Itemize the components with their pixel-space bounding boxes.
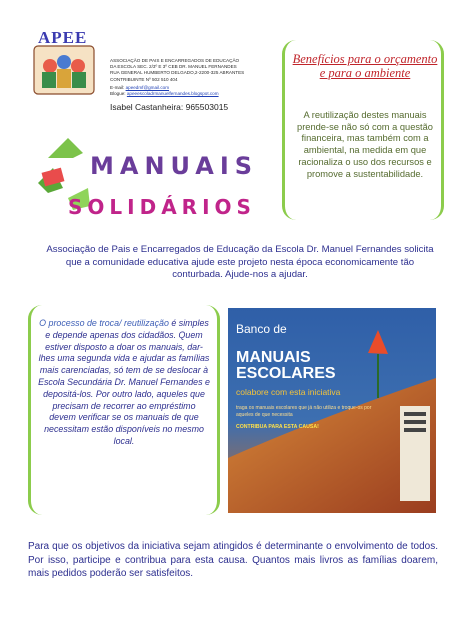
poster-title: Banco de bbox=[236, 322, 287, 336]
contact-info bbox=[110, 85, 219, 97]
poster-small-text: traga os manuais escolares que já não utiliza e troque-os por aqueles de que necessita bbox=[236, 405, 372, 418]
blog-link[interactable]: apeeescoladrmanuelfernandes.blogspot.com bbox=[126, 91, 219, 97]
manuais-word: MANUAIS bbox=[90, 152, 259, 180]
blog-label: Blogue: bbox=[110, 91, 126, 97]
manuais-solidarios-logo bbox=[28, 128, 288, 223]
process-text bbox=[38, 318, 210, 448]
poster-subtitle: colabore com esta iniciativa bbox=[236, 387, 341, 397]
org-line: RUA GENERAL HUMBERTO DELGADO,2-2200-325 ABRANTES bbox=[110, 70, 245, 76]
benefits-title: Benefícios para o orçamento e para o ambiente bbox=[292, 52, 438, 80]
solidarios-word: SOLIDÁRIOS bbox=[68, 195, 256, 219]
org-line: ASSOCIAÇÃO DE PAIS E ENCARREGADOS DE EDUCAÇÃO bbox=[110, 58, 240, 63]
contact-phone: Isabel Castanheira: 965503015 bbox=[110, 102, 229, 112]
process-body: é simples e depende apenas dos cidadãos. Quem estiver disposto a doar os manuais, dar-lhes uma segunda vida e ajudar as famílias mais carenciadas, só tem de se deslocar à Escola Secundária Dr. Manuel Fernandes e depositá-los. Por outro lado, aqueles que precisam de recorrer ao empréstimo devem verificar se os manuais de que necessitam estão disponíveis no mesmo local. bbox=[38, 318, 210, 446]
email-link[interactable]: apeedmf@gmail.com bbox=[125, 85, 170, 90]
benefits-text: A reutilização destes manuais prende-se não só com a questão financeira, mas também com a ambiental, na medida em que racionaliza o uso dos recursos e promove a sustentabilidade. bbox=[297, 110, 433, 179]
poster-heading: MANUAIS ESCOLARES bbox=[236, 349, 336, 382]
poster-cta: CONTRIBUA PARA ESTA CAUSA! bbox=[236, 424, 319, 430]
process-lead: O processo de troca/ reutilização bbox=[39, 318, 169, 328]
email-label: E-mail: bbox=[110, 85, 125, 90]
intro-paragraph: Associação de Pais e Encarregados de Educação da Escola Dr. Manuel Fernandes solicita que a comunidade educativa ajude este projeto nesta época economicamente tão conturbada. Ajude-nos a ajudar. bbox=[46, 244, 434, 280]
org-line: CONTRIBUINTE Nº 502 510 404 bbox=[110, 76, 178, 82]
logo-text: APEE bbox=[38, 28, 88, 47]
closing-paragraph: Para que os objetivos da iniciativa sejam atingidos é determinante o envolvimento de todos. Por isso, participe e contribua para esta causa. Quantos mais livros as famílias doarem, mais pedidos poderão ser satisfeitos. bbox=[28, 541, 438, 579]
org-line: DA ESCOLA SEC. 2/3º E 3º CEB DR. MANUEL FERNANDES bbox=[110, 64, 237, 70]
organization-details bbox=[110, 58, 290, 83]
